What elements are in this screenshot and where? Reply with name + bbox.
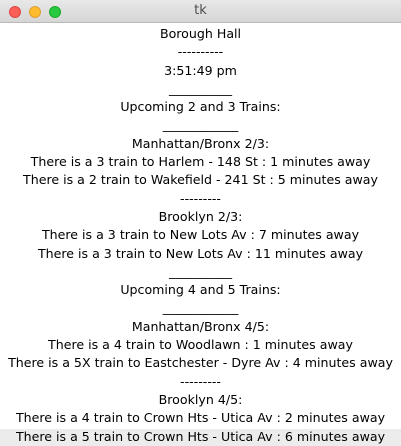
train-arrival: There is a 5 train to Crown Hts - Utica Av : 6 minutes away	[15, 428, 386, 444]
window-title: tk	[194, 3, 207, 18]
section-23-heading: Upcoming 2 and 3 Trains:	[120, 99, 281, 115]
train-arrival: There is a 3 train to New Lots Av : 11 minutes away	[37, 245, 364, 261]
departure-board	[0, 25, 401, 446]
train-arrival: There is a 2 train to Wakefield - 241 St : 5 minutes away	[23, 172, 378, 188]
section-45-divider: ---------	[180, 373, 221, 389]
train-arrival: There is a 5X train to Eastchester - Dyre Av : 4 minutes away	[8, 355, 393, 371]
title-bar[interactable]	[0, 0, 401, 23]
train-arrival: There is a 4 train to Crown Hts - Utica Av : 2 minutes away	[15, 410, 386, 426]
section-23-divider: ---------	[180, 190, 221, 206]
train-arrival: There is a 3 train to New Lots Av : 7 minutes away	[41, 227, 360, 243]
section-23-rule-bottom: ____________	[162, 117, 239, 133]
section-23-downtown-label: Brooklyn 2/3:	[158, 208, 243, 224]
section-45-heading: Upcoming 4 and 5 Trains:	[120, 282, 281, 298]
train-arrival: There is a 3 train to Harlem - 148 St : 1 minutes away	[30, 154, 371, 170]
current-time: 3:51:49 pm	[164, 62, 237, 78]
section-23-rule-top: __________	[169, 80, 232, 96]
section-45-rule-top: __________	[169, 263, 232, 279]
section-45-uptown-label: Manhattan/Bronx 4/5:	[131, 318, 270, 334]
train-arrival: There is a 4 train to Woodlawn : 1 minutes away	[48, 337, 353, 353]
section-45-rule-bottom: ____________	[162, 300, 239, 316]
station-name: Borough Hall	[159, 26, 242, 41]
section-23-uptown-label: Manhattan/Bronx 2/3:	[131, 135, 270, 151]
section-45-downtown-label: Brooklyn 4/5:	[158, 391, 243, 407]
station-divider: ----------	[177, 44, 224, 60]
